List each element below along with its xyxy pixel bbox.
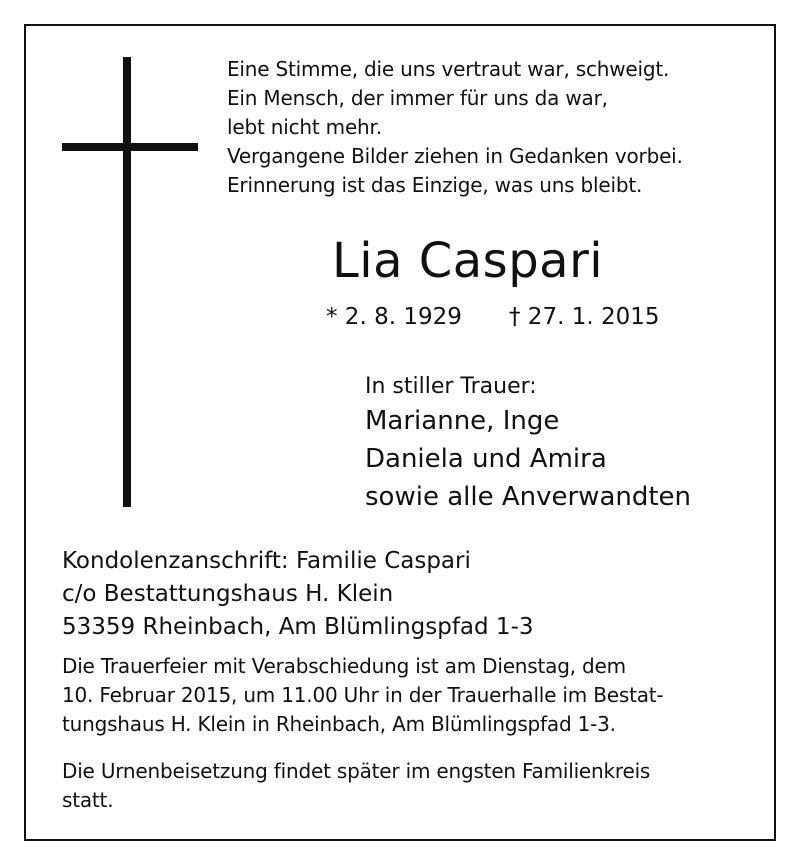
poem-line: Vergangene Bilder ziehen in Gedanken vorbei. bbox=[227, 144, 683, 168]
poem-line: lebt nicht mehr. bbox=[227, 115, 382, 139]
ceremony-notice bbox=[62, 652, 752, 739]
burial-line: statt. bbox=[62, 788, 114, 812]
ceremony-line: tungshaus H. Klein in Rheinbach, Am Blümlingspfad 1-3. bbox=[62, 712, 616, 736]
address-line: Kondolenzanschrift: Familie Caspari bbox=[62, 548, 471, 574]
cross-vertical-bar bbox=[123, 57, 131, 507]
ceremony-line: 10. Februar 2015, um 11.00 Uhr in der Trauerhalle im Bestat- bbox=[62, 683, 664, 707]
mourners-intro: In stiller Trauer: bbox=[365, 374, 537, 399]
birth-date: * 2. 8. 1929 bbox=[326, 304, 462, 330]
poem-line: Ein Mensch, der immer für uns da war, bbox=[227, 86, 608, 110]
address-line: 53359 Rheinbach, Am Blümlingspfad 1-3 bbox=[62, 614, 534, 640]
condolence-address bbox=[62, 545, 752, 644]
poem-line: Eine Stimme, die uns vertraut war, schweigt. bbox=[227, 57, 670, 81]
deceased-name: Lia Caspari bbox=[332, 233, 604, 289]
cross-horizontal-bar bbox=[62, 143, 198, 151]
address-line: c/o Bestattungshaus H. Klein bbox=[62, 581, 394, 607]
mourner-line: sowie alle Anverwandten bbox=[365, 482, 692, 512]
memorial-poem bbox=[227, 55, 767, 200]
burial-line: Die Urnenbeisetzung findet später im engsten Familienkreis bbox=[62, 759, 651, 783]
death-date: † 27. 1. 2015 bbox=[509, 304, 660, 330]
burial-notice bbox=[62, 757, 752, 815]
mourners-section bbox=[365, 372, 775, 516]
mourners-names bbox=[365, 402, 775, 516]
mourner-line: Marianne, Inge bbox=[365, 406, 560, 436]
ceremony-line: Die Trauerfeier mit Verabschiedung ist am Dienstag, dem bbox=[62, 654, 626, 678]
poem-line: Erinnerung ist das Einzige, was uns bleibt. bbox=[227, 173, 643, 197]
mourner-line: Daniela und Amira bbox=[365, 444, 607, 474]
